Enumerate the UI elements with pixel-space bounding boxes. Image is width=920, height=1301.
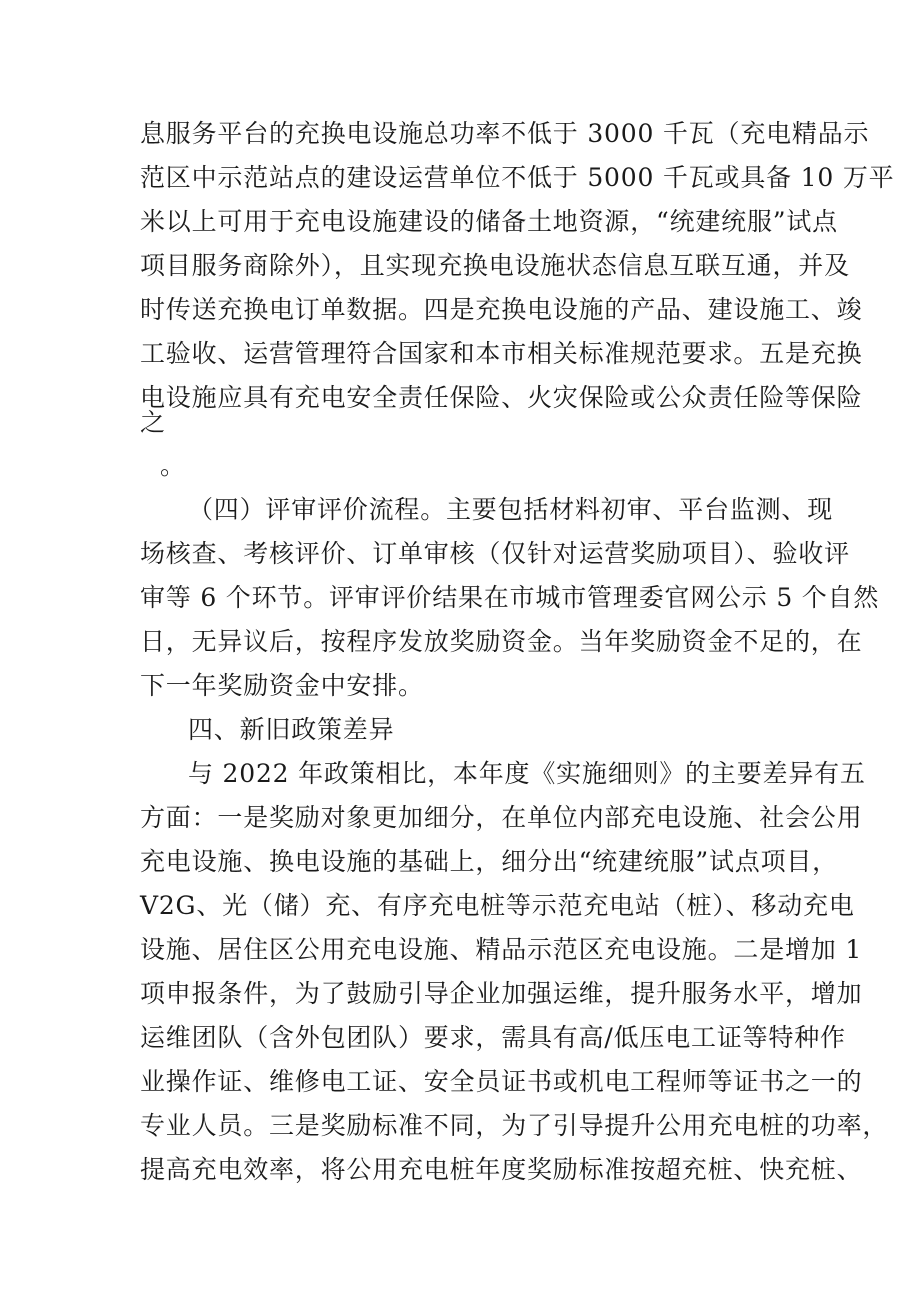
text-line: 工验收、运营管理符合国家和本市相关标准规范要求。五是充换 [140,339,863,368]
text-line: 专业人员。三是奖励标准不同，为了引导提升公用充电桩的功率， [140,1111,889,1140]
text-line: 项目服务商除外），且实现充换电设施状态信息互联互通，并及 [140,251,850,280]
text-line: 范区中示范站点的建设运营单位不低于 5000 千瓦或具备 10 万平 [140,163,895,192]
text-line: 米以上可用于充电设施建设的储备土地资源，“统建统服”试点 [140,207,838,236]
text-line: 充电设施、换电设施的基础上，细分出“统建统服”试点项目， [140,847,838,876]
text-line: 提高充电效率，将公用充电桩年度奖励标准按超充桩、快充桩、 [140,1155,863,1184]
text-line: 项申报条件，为了鼓励引导企业加强运维，提升服务水平，增加 [140,979,863,1008]
text-line: 时传送充换电订单数据。四是充换电设施的产品、建设施工、竣 [140,295,863,324]
text-line: 方面：一是奖励对象更加细分，在单位内部充电设施、社会公用 [140,803,863,832]
text-line: 电设施应具有充电安全责任保险、火灾保险或公众责任险等保险 [140,383,863,412]
text-line: 下一年奖励资金中安排。 [140,671,424,700]
text-line: V2G、光（储）充、有序充电桩等示范充电站（桩）、移动充电 [140,891,855,920]
text-line: 日，无异议后，按程序发放奖励资金。当年奖励资金不足的，在 [140,627,863,656]
section-heading: 四、新旧政策差异 [188,715,395,744]
text-line: 设施、居住区公用充电设施、精品示范区充电设施。二是增加 1 [140,935,863,964]
text-line: 。 [160,451,186,480]
text-line: 运维团队（含外包团队）要求，需具有高/低压电工证等特种作 [140,1023,846,1052]
text-line: 场核查、考核评价、订单审核（仅针对运营奖励项目）、验收评 [140,539,850,568]
text-line: 之 [140,408,166,437]
text-line: 息服务平台的充换电设施总功率不低于 3000 千瓦（充电精品示 [140,119,870,148]
paragraph-start: 与 2022 年政策相比，本年度《实施细则》的主要差异有五 [188,759,866,788]
text-line: 业操作证、维修电工证、安全员证书或机电工程师等证书之一的 [140,1067,863,1096]
section-heading-paragraph: （四）评审评价流程。主要包括材料初审、平台监测、现 [188,495,834,524]
text-line: 审等 6 个环节。评审评价结果在市城市管理委官网公示 5 个自然 [140,583,880,612]
